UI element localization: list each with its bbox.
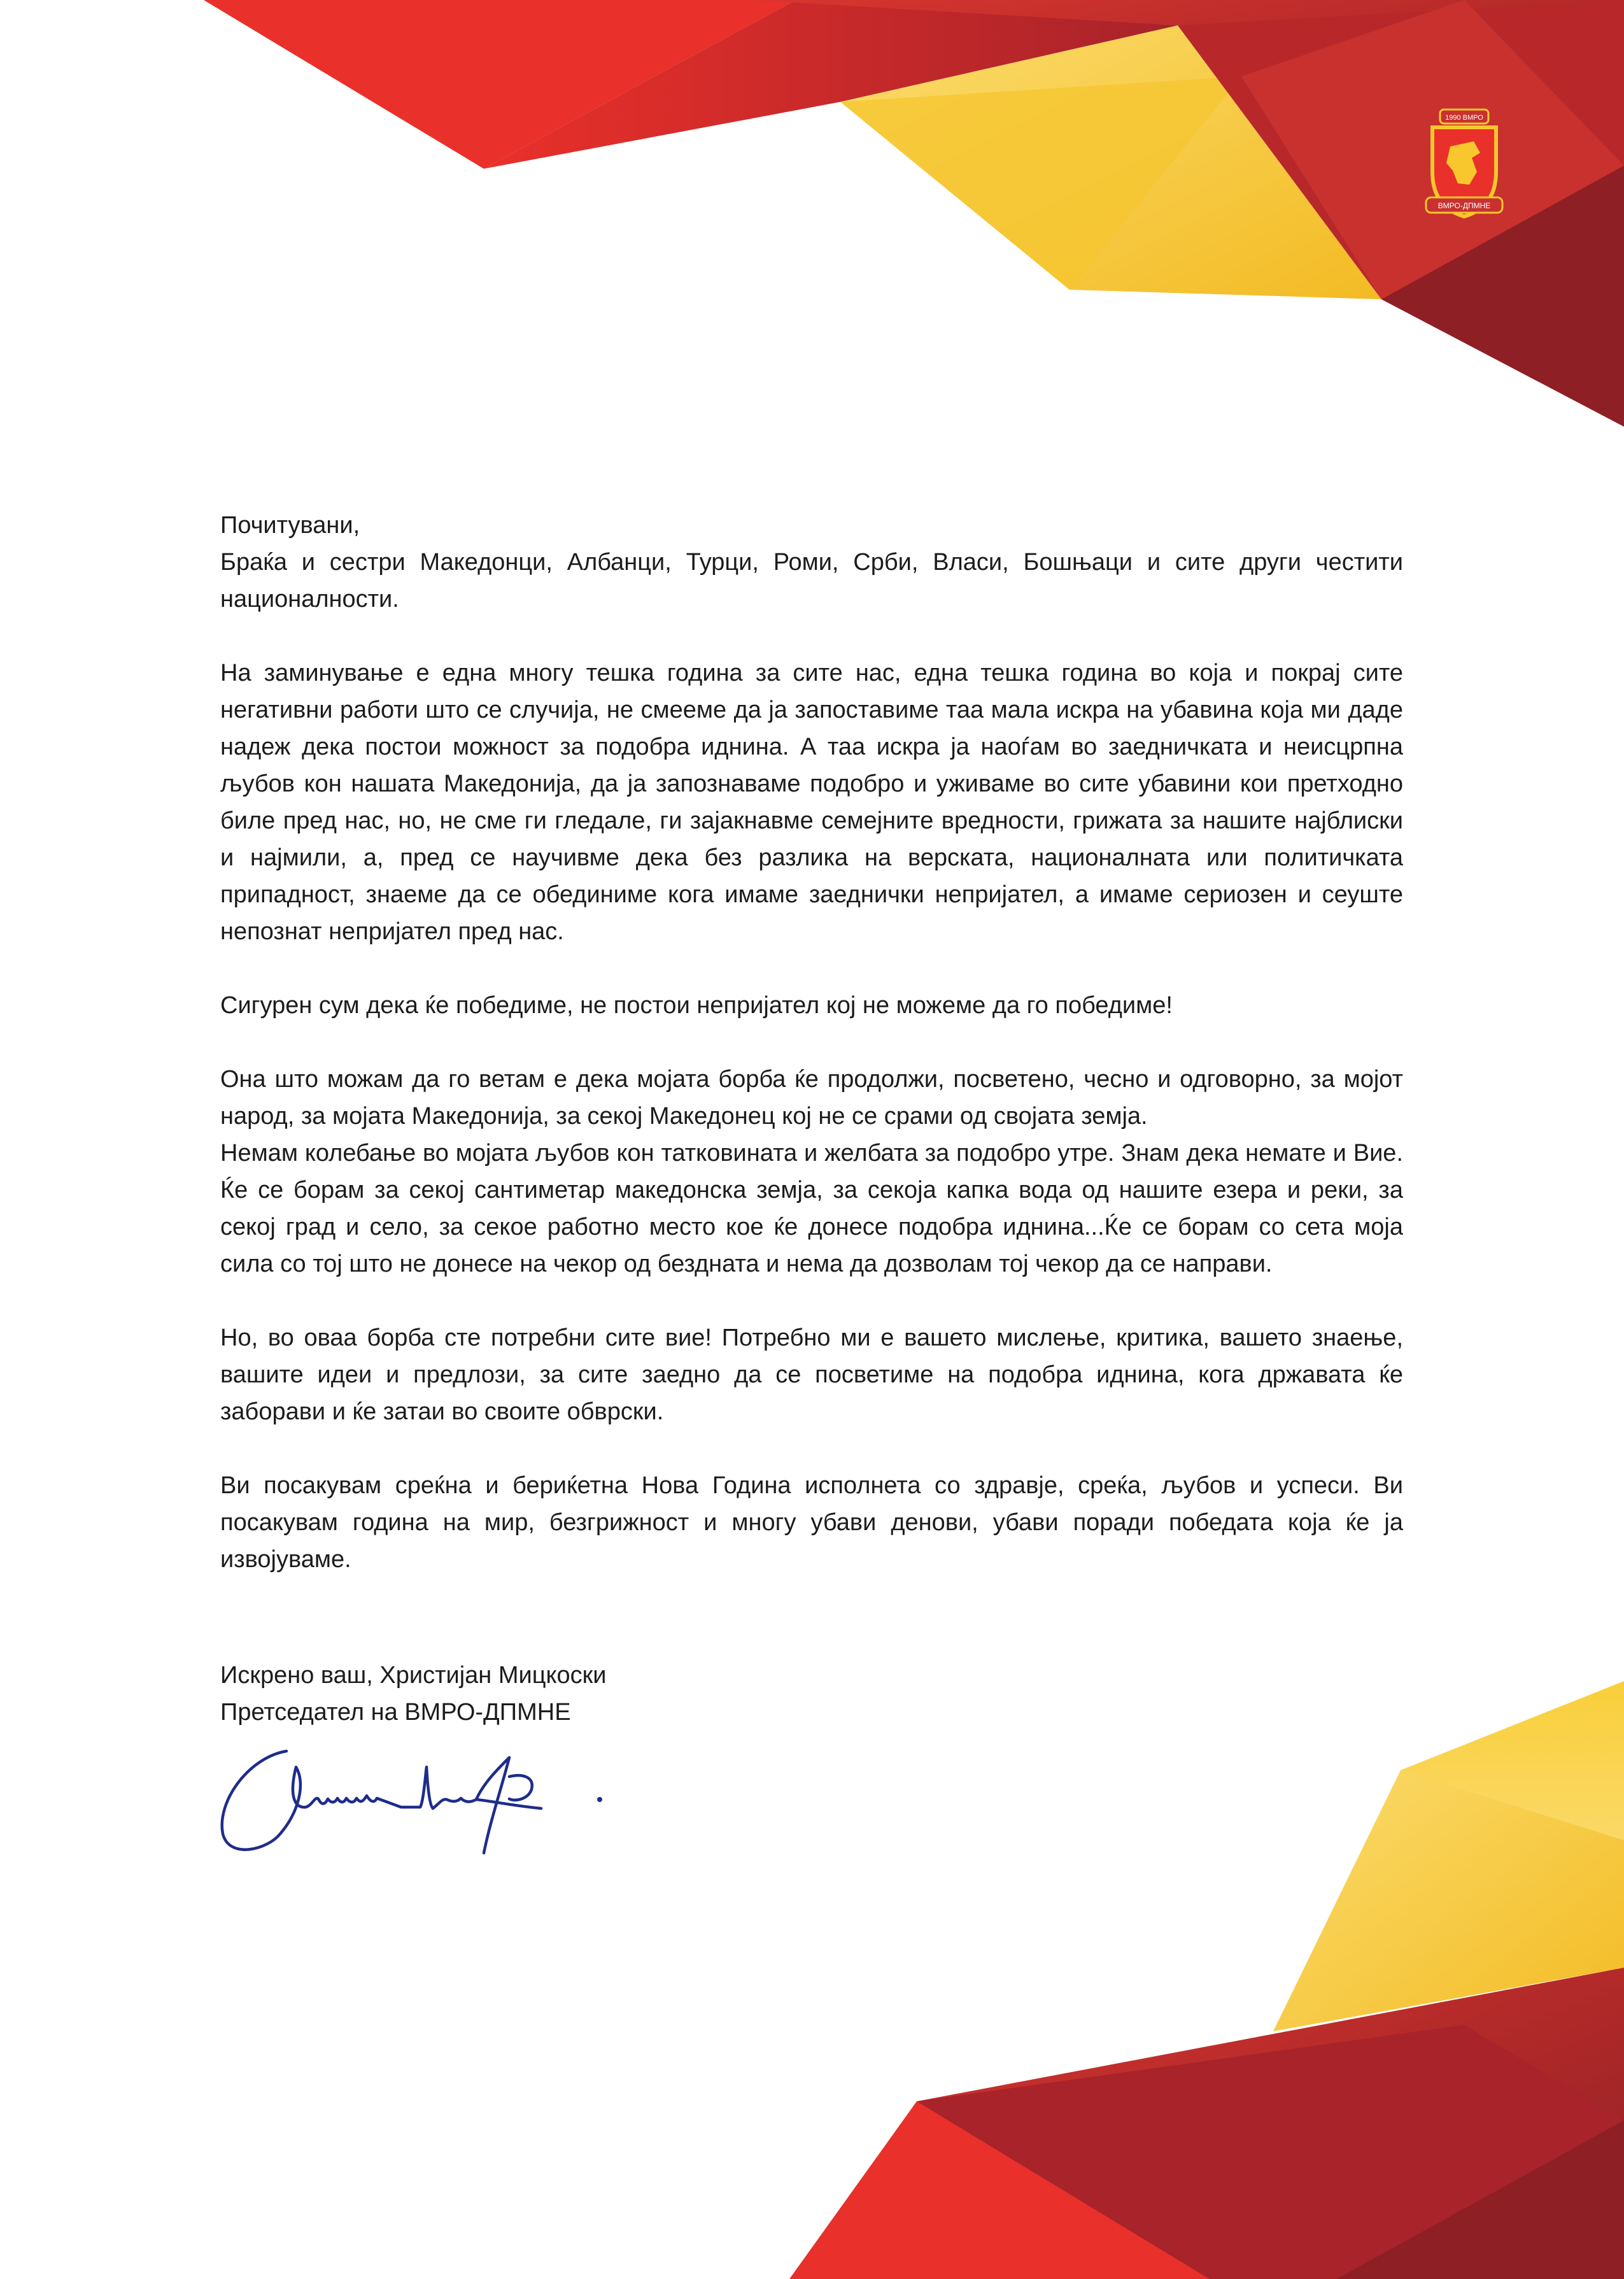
logo-bottom-text: ВМРО-ДПМНЕ bbox=[1437, 201, 1491, 210]
closing-line-2: Претседател на ВМРО-ДПМНЕ bbox=[220, 1699, 571, 1726]
closing-line-1: Искрено ваш, Христијан Мицкоски bbox=[220, 1662, 607, 1689]
salutation: Браќа и сестри Македонци, Албанци, Турци, Роми, Срби, Власи, Бошњаци и сите други честити националности. bbox=[220, 549, 1403, 613]
paragraph-5: Ви посакувам среќна и бериќетна Нова Година исполнета со здравје, среќа, љубов и успеси. Ви посакувам година на мир, безгрижност и многу убави денови, убави поради победата која ќе ја извојуваме. bbox=[220, 1472, 1403, 1573]
paragraph-4: Но, во оваа борба сте потребни сите вие! Потребно ми е вашето мислење, критика, вашето знаење, вашите идеи и предлози, за сите заедно да се посветиме на подобра иднина, кога државата ќе заборави и ќе затаи во своите обврски. bbox=[220, 1324, 1403, 1425]
closing-block bbox=[220, 1657, 857, 1731]
top-right-shapes bbox=[204, 0, 1624, 427]
vmro-dpmne-lion-emblem-icon bbox=[1413, 102, 1515, 229]
logo-top-text: 1990 ВМРО bbox=[1445, 114, 1483, 122]
bottom-right-shapes bbox=[789, 1681, 1624, 2279]
handwritten-signature-icon bbox=[210, 1732, 618, 1866]
paragraph-2: Сигурен сум дека ќе победиме, не постои непријател кој не можеме да го победиме! bbox=[220, 992, 1173, 1019]
paragraph-3b: Немам колебање во мојата љубов кон татковината и желбата за подобро утре. Знам дека немате и Вие. Ќе се борам за секој сантиметар македонска земја, за секоја капка вода од нашите езера и реки, за секој град и село, за секое работно место кое ќе донесе подобра иднина...Ќе се борам со сета моја сила со тој што не донесе на чекор од бездната и нема да дозволам тој чекор да се направи. bbox=[220, 1140, 1403, 1277]
letter-body bbox=[220, 507, 1403, 1578]
paragraph-3a: Она што можам да го ветам е дека мојата борба ќе продолжи, посветено, чесно и одговорно, за мојот народ, за мојата Македонија, за секој Македонец кој не се срами од својата земја. bbox=[220, 1066, 1403, 1130]
greeting: Почитувани, bbox=[220, 512, 360, 539]
paragraph-1: На заминување е една многу тешка година за сите нас, една тешка година во која и покрај сите негативни работи што се случија, не смееме да ја запоставиме таа мала искра на убавина која ми даде надеж дека постои можност за подобра иднина. А таа искра ја наоѓам во заедничката и неисцрпна љубов кон нашата Македонија, да ја запознаваме подобро и уживаме во сите убавини кои претходно биле пред нас, но, не сме ги гледале, ги зајакнавме семејните вредности, грижата за нашите најблиски и најмили, а, пред се научивме дека без разлика на верската, националната или политичката припадност, знаеме да се обединиме кога имаме заеднички непријател, а имаме сериозен и сеуште непознат непријател пред нас. bbox=[220, 660, 1403, 945]
party-logo bbox=[1413, 102, 1515, 229]
